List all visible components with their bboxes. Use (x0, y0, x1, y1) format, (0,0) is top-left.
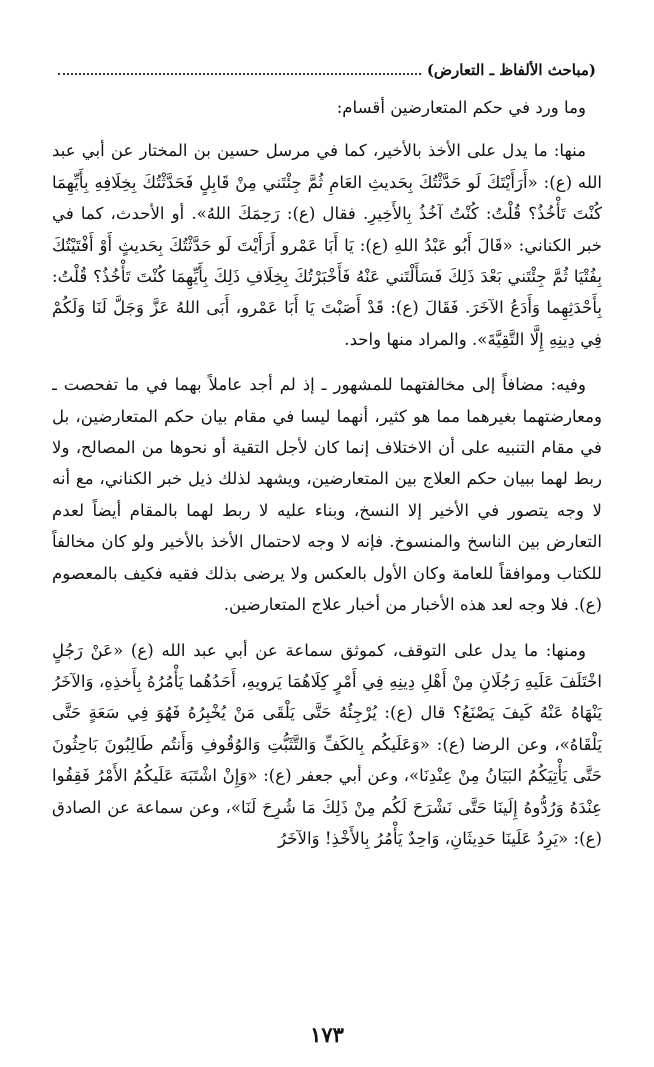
section-intro: وما ورد في حكم المتعارضين أقسام: (336, 98, 586, 117)
page-header (58, 58, 596, 82)
running-head: (مباحث الألفاظ ـ التعارض) (426, 61, 596, 79)
paragraph-latest-report: منها: ما يدل على الأخذ بالأخير، كما في مرسل حسين بن المختار عن أبي عبد الله (ع): «أَرَأَيْتَكَ لَو حَدَّثْتُكَ بِحَديثِ العَامِ ثُمَّ جِئْتَني مِنْ قَابِلٍ فَحَدَّثْتُكَ بِخِلَافِهِ بِأَيِّهِمَا كُنْتَ تَأْخُذُ؟ قُلْتُ: كُنْتُ آخُذُ بِالأَخِيرِ. فقال (ع): رَحِمَكَ اللهُ». أو الأحدث، كما في خبر الكناني: «قَالَ أَبُو عَبْدُ اللهِ (ع): يَا أَبَا عَمْرو أَرَأَيْتَ لَو حَدَّثْتُكَ بِحَديثٍ أَوْ أَفْتَيْتُكَ بِفُتْيَا ثُمَّ جِئْتَني بَعْدَ ذَلِكَ فَسَأَلْتَني عَنْهُ فَأَخْبَرْتُكَ بِخِلَافِ ذَلِكَ بِأَيِّهِمَا كُنْتَ تَأْخُذُ؟ قُلْتُ: بِأَحْدَثِهِما وَأَدَعُ الآخَرَ. فَقَالَ (ع): قَدْ أَصَبْتَ يَا أَبَا عَمْرو، أَبَى اللهُ عَزَّ وَجَلَّ لَنَا وَلَكُمْ فِي دِينِهِ إِلَّا التَّقِيَّةَ». والمراد منها واحد. (52, 141, 602, 349)
paragraph-suspension: ومنها: ما يدل على التوقف، كموثق سماعة عن أبي عبد الله (ع) «عَنْ رَجُلٍ اخْتَلَفَ عَلَيهِ رَجُلَانِ مِنْ أَهْلِ دِينِهِ فِي أَمْرٍ كِلَاهُمَا يَرويهِ، أَحَدُهُما يَأْمُرُهُ بِأَخذِهِ، وَالآخَرُ يَنْهَاهُ عَنْهُ كَيفَ يَصْنَعُ؟ قال (ع): يُرْجِئُهُ حَتَّى يَلْقَى مَنْ يُخْبِرُهُ فَهُوَ فِي سَعَةٍ حَتَّى يَلْقَاهُ»، وعن الرضا (ع): «وَعَلَيكُم بِالكَفِّ وَالتَّثَبُّتِ وَالوُقُوفِ وَأَنتُم طَالِبُونَ بَاحِثُونَ حَتَّى يَأْتِيَكُمُ البَيَانُ مِنْ عِنْدِنَا»، وعن أبي جعفر (ع): «وَإِنْ اشْتَبَهَ عَلَيكُمُ الأَمْرُ فَقِفُوا عِنْدَهُ وَرُدُّوهُ إِلَينَا حَتَّى نَشْرَحَ لَكُم مِنْ ذَلِكَ مَا شُرِحَ لَنَا»، وعن سماعة عن الصادق (ع): «يَرِدُ عَلَينَا حَدِيثَانِ، وَاحِدٌ يَأْمُرُ بِالأَخْذِ! وَالآخَرُ (52, 640, 602, 848)
page-number: ١٧٣ (310, 1022, 344, 1047)
header-dotted-rule (58, 73, 421, 75)
page-body (52, 92, 602, 1022)
paragraph-objection: وفيه: مضافاً إلى مخالفتهما للمشهور ـ إذ لم أجد عاملاً بهما في ما تفحصت ـ ومعارضتهما بغيرهما مما هو كثير، أنهما ليسا في مقام بيان حكم المتعارضين، بل في مقام التنبيه على أن الاختلاف إنما كان لأجل التقية أو نحوها من المصالح، ولا ربط لهما ببيان حكم العلاج بين المتعارضين، ويشهد لذلك ذيل خبر الكناني، مع أنه لا وجه يتصور في الأخير إلا النسخ، وبناء عليه لا ربط لهما بالمقام أيضاً لعدم التعارض بين الناسخ والمنسوخ. فإنه لا وجه لاحتمال الأخذ بالأخير ولو كان مخالفاً للكتاب وموافقاً للعامة وكان الأول بالعكس ولا يرضى بذلك فقيه فكيف بالمعصوم (ع). فلا وجه لعد هذه الأخبار من أخبار علاج المتعارضين. (52, 375, 602, 615)
